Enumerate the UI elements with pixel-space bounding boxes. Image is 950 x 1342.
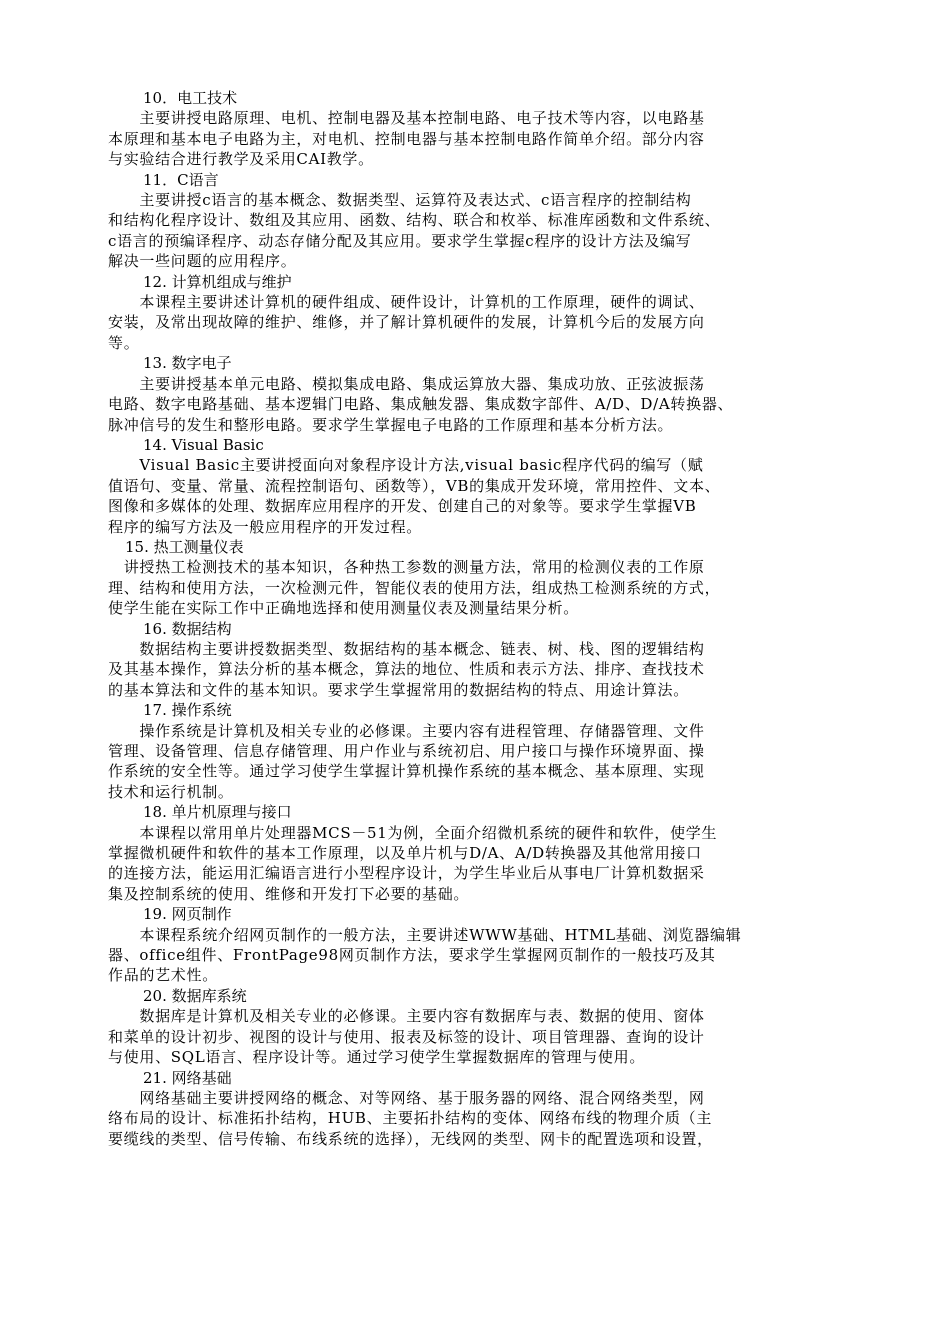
paragraph-line: 器、office组件、FrontPage98网页制作方法，要求学生掌握网页制作的一般技巧及其 [108,946,716,965]
section-heading: 20. 数据库系统 [143,986,247,1005]
paragraph-line: 数据库是计算机及相关专业的必修课。主要内容有数据库与表、数据的使用、窗体 [108,1007,705,1026]
paragraph-line: 图像和多媒体的处理、数据库应用程序的开发、创建自己的对象等。要求学生掌握VB [108,497,697,516]
paragraph-line: 讲授热工检测技术的基本知识，各种热工参数的测量方法，常用的检测仪表的工作原 [108,558,705,577]
paragraph-line: 理、结构和使用方法，一次检测元件，智能仪表的使用方法，组成热工检测系统的方式， [108,578,721,597]
paragraph-line: 数据结构主要讲授数据类型、数据结构的基本概念、链表、树、栈、图的逻辑结构 [108,639,705,658]
section-paragraph [108,721,860,803]
section-heading: 16. 数据结构 [143,619,232,638]
paragraph-line: 程序的编写方法及一般应用程序的开发过程。 [108,517,423,536]
paragraph-line: 使学生能在实际工作中正确地选择和使用测量仪表及测量结果分析。 [108,599,580,618]
section-paragraph [108,639,860,700]
section-heading: 11．C语言 [143,170,219,189]
paragraph-line: 与实验结合进行教学及采用CAI教学。 [108,150,374,169]
paragraph-line: Visual Basic主要讲授面向对象程序设计方法,visual basic程序代码的编写（赋 [108,456,704,475]
section-heading: 21. 网络基础 [143,1068,232,1087]
paragraph-line: 的基本算法和文件的基本知识。要求学生掌握常用的数据结构的特点、用途计算法。 [108,680,689,699]
paragraph-line: 主要讲授基本单元电路、模拟集成电路、集成运算放大器、集成功放、正弦波振荡 [108,374,705,393]
section-paragraph [108,823,860,905]
section-paragraph [108,1088,860,1149]
section-paragraph [108,374,860,435]
paragraph-line: 主要讲授电路原理、电机、控制电器及基本控制电路、电子技术等内容，以电路基 [108,109,705,128]
section-paragraph [108,455,860,537]
paragraph-line: 技术和运行机制。 [108,782,234,801]
section-heading: 17. 操作系统 [143,701,232,720]
paragraph-line: 和结构化程序设计、数组及其应用、函数、结构、联合和枚举、标准库函数和文件系统、 [108,211,721,230]
section-heading: 18. 单片机原理与接口 [143,803,292,822]
section-paragraph [108,190,860,272]
section-heading: 12. 计算机组成与维护 [143,272,292,291]
paragraph-line: 电路、数字电路基础、基本逻辑门电路、集成触发器、集成数字部件、A/D、D/A转换器、 [108,395,734,414]
section-heading: 19. 网页制作 [143,905,232,924]
paragraph-line: 作品的艺术性。 [108,966,218,985]
paragraph-line: c语言的预编译程序、动态存储分配及其应用。要求学生掌握c程序的设计方法及编写 [108,231,692,250]
section-paragraph [108,1006,860,1067]
section-paragraph [108,557,860,618]
paragraph-line: 操作系统是计算机及相关专业的必修课。主要内容有进程管理、存储器管理、文件 [108,721,705,740]
paragraph-line: 等。 [108,333,140,352]
paragraph-line: 本课程主要讲述计算机的硬件组成、硬件设计，计算机的工作原理，硬件的调试、 [108,293,705,312]
paragraph-line: 要缆线的类型、信号传输、布线系统的选择），无线网的类型、网卡的配置选项和设置， [108,1129,713,1148]
paragraph-line: 安装，及常出现故障的维护、维修，并了解计算机硬件的发展，计算机今后的发展方向 [108,313,705,332]
section-heading: 14. Visual Basic [143,435,264,454]
paragraph-line: 解决一些问题的应用程序。 [108,252,297,271]
paragraph-line: 的连接方法，能运用汇编语言进行小型程序设计，为学生毕业后从事电厂计算机数据采 [108,864,705,883]
paragraph-line: 管理、设备管理、信息存储管理、用户作业与系统初启、用户接口与操作环境界面、操 [108,742,705,760]
section-paragraph [108,108,860,169]
paragraph-line: 脉冲信号的发生和整形电路。要求学生掌握电子电路的工作原理和基本分析方法。 [108,415,674,434]
section-paragraph [108,925,860,986]
paragraph-line: 络布局的设计、标准拓扑结构，HUB、主要拓扑结构的变体、网络布线的物理介质（主 [108,1109,713,1128]
paragraph-line: 本课程系统介绍网页制作的一般方法，主要讲述WWW基础、HTML基础、浏览器编辑 [108,925,742,944]
paragraph-line: 掌握微机硬件和软件的基本工作原理，以及单片机与D/A、A/D转换器及其他常用接口 [108,844,702,863]
paragraph-line: 与使用、SQL语言、程序设计等。通过学习使学生掌握数据库的管理与使用。 [108,1048,646,1067]
paragraph-line: 及其基本操作，算法分析的基本概念，算法的地位、性质和表示方法、排序、查找技术 [108,660,705,679]
paragraph-line: 本课程以常用单片处理器MCS－51为例，全面介绍微机系统的硬件和软件，使学生 [108,823,718,842]
document-page [108,88,860,1149]
section-paragraph [108,292,860,353]
paragraph-line: 本原理和基本电子电路为主，对电机、控制电器与基本控制电路作简单介绍。部分内容 [108,129,705,148]
paragraph-line: 集及控制系统的使用、维修和开发打下必要的基础。 [108,884,470,903]
section-heading: 10．电工技术 [143,89,238,107]
paragraph-line: 和菜单的设计初步、视图的设计与使用、报表及标签的设计、项目管理器、查询的设计 [108,1027,705,1046]
section-heading: 15. 热工测量仪表 [125,537,244,556]
paragraph-line: 作系统的安全性等。通过学习使学生掌握计算机操作系统的基本概念、基本原理、实现 [108,762,705,781]
paragraph-line: 值语句、变量、常量、流程控制语句、函数等），VB的集成开发环境，常用控件、文本、 [108,476,721,495]
paragraph-line: 网络基础主要讲授网络的概念、对等网络、基于服务器的网络、混合网络类型，网 [108,1088,705,1107]
section-heading: 13. 数字电子 [143,354,232,373]
paragraph-line: 主要讲授c语言的基本概念、数据类型、运算符及表达式、c语言程序的控制结构 [108,191,692,210]
